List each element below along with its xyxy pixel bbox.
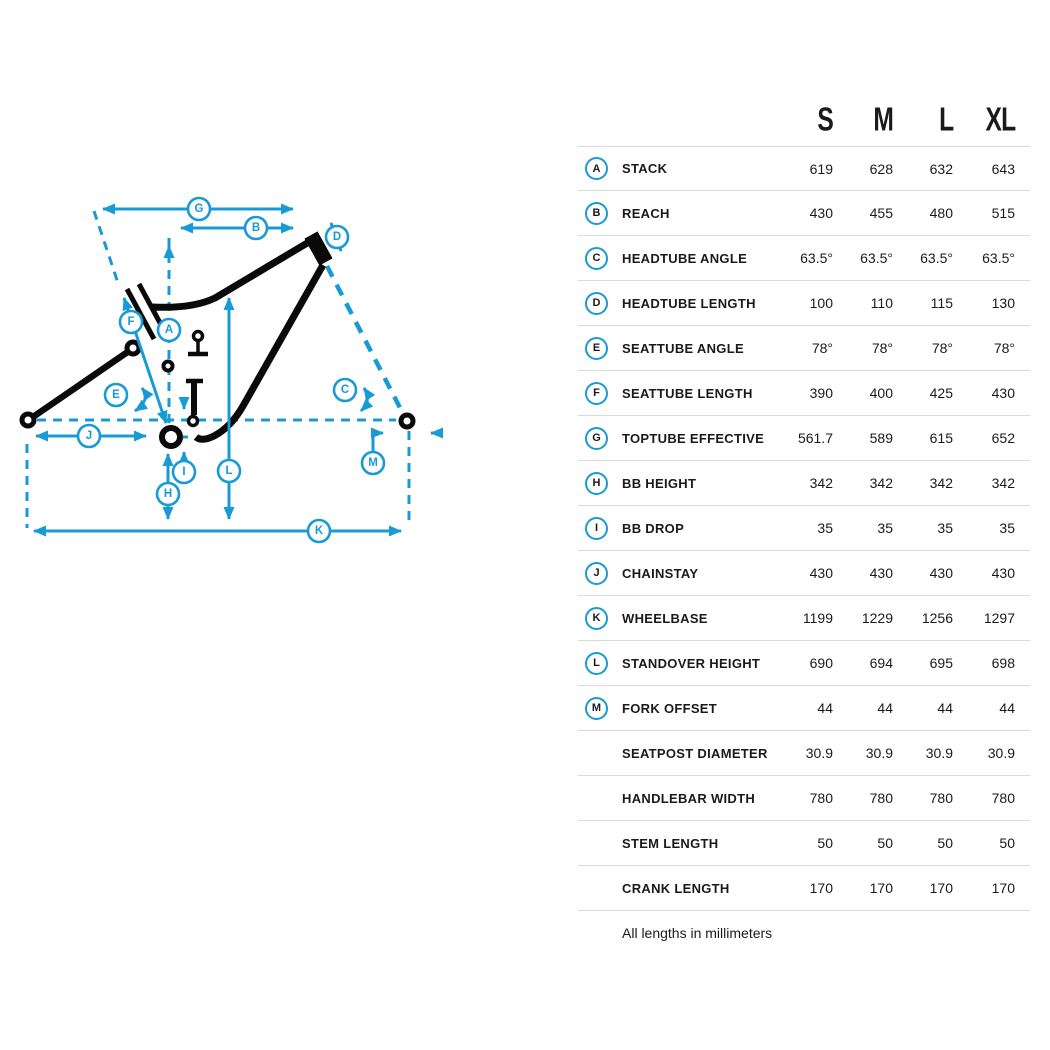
row-value: 342 [869,475,893,491]
row-value: 78° [811,340,833,356]
row-value: 110 [870,295,893,311]
row-value: 342 [929,475,953,491]
table-row [578,191,1030,236]
row-label: HEADTUBE ANGLE [622,250,748,266]
row-value: 44 [999,700,1015,716]
row-value: 44 [877,700,893,716]
row-badge: F [585,382,608,405]
geometry-table [578,95,1030,941]
row-head [578,562,768,585]
badge-letter: J [85,430,93,442]
badge-letter: C [340,384,350,396]
row-value: 619 [809,160,833,177]
row-label: STACK [622,161,668,176]
row-label: SEATTUBE ANGLE [622,340,744,356]
down-tube [196,265,323,439]
row-head [578,202,768,225]
row-head [578,292,768,315]
row-value: 170 [809,880,833,896]
table-row [578,641,1030,686]
bottom-bracket [162,428,180,446]
table-row [578,776,1030,821]
table-row [578,866,1030,911]
table-footnote: All lengths in millimeters [622,925,773,941]
row-label: SEATPOST DIAMETER [622,745,768,761]
table-row [578,416,1030,461]
size-column-xl: XL [985,101,1015,138]
row-value: 643 [991,160,1015,177]
badge-I [173,461,195,483]
front-axle [401,415,413,427]
row-value: 35 [877,520,893,536]
seatstay-pivot [127,342,139,354]
row-badge: E [585,337,608,360]
badge-J [78,425,100,447]
row-label: WHEELBASE [622,610,708,626]
row-value: 130 [991,295,1015,311]
frame-silhouette [22,235,413,446]
construction-lines [27,211,413,528]
geometry-table-rows [578,146,1030,911]
row-head [578,382,768,405]
row-badge: L [585,652,608,675]
badge-M [362,452,384,474]
row-value: 35 [999,520,1015,536]
row-value: 698 [991,655,1015,671]
row-value: 30.9 [865,745,893,761]
row-label: CHAINSTAY [622,565,699,581]
row-value: 430 [809,565,833,581]
row-value: 30.9 [925,745,953,761]
row-value: 44 [937,700,953,716]
row-value: 589 [869,430,893,446]
row-value: 170 [929,880,953,896]
badge-L [218,460,240,482]
row-value: 50 [877,835,893,851]
size-column-m: M [873,101,893,138]
row-value: 515 [991,205,1015,221]
badge-G [188,198,210,220]
geometry-diagram-svg [0,0,470,600]
table-row [578,281,1030,326]
row-head [578,337,768,360]
table-row [578,596,1030,641]
table-row [578,326,1030,371]
row-value: 63.5° [920,250,953,266]
table-row [578,686,1030,731]
row-value: 430 [991,385,1015,401]
seatpost-bottom-bolt [189,417,198,426]
row-head [578,157,768,180]
badge-A [158,319,180,341]
size-header-row [578,95,1030,146]
row-value: 78° [931,340,953,356]
table-row [578,506,1030,551]
badge-letter: F [127,316,135,328]
row-value: 780 [929,790,953,806]
row-value: 1256 [921,610,953,626]
row-head [578,247,768,270]
badge-letter: E [112,389,120,401]
row-badge: B [585,202,608,225]
diagram-badges [78,198,384,542]
row-value: 628 [869,160,893,177]
row-label: FORK OFFSET [622,700,718,716]
row-label: BB HEIGHT [622,475,697,491]
row-value: 30.9 [805,745,833,761]
row-value: 63.5° [982,250,1015,266]
badge-letter: G [194,203,204,215]
row-label: SEATTUBE LENGTH [622,385,753,401]
row-value: 561.7 [797,430,833,446]
row-label: TOPTUBE EFFECTIVE [622,430,765,446]
row-value: 115 [930,295,953,311]
row-head [578,877,768,900]
row-value: 430 [809,205,833,221]
row-value: 430 [929,565,953,581]
row-value: 1229 [861,610,893,626]
row-value: 170 [991,880,1015,896]
row-head [578,742,768,765]
bike-geometry-diagram [0,0,470,600]
row-label: STEM LENGTH [622,835,719,851]
row-value: 694 [869,655,893,671]
seattube-angle-arrow [135,388,145,411]
row-value: 430 [869,565,893,581]
pivot-bolt [164,362,173,371]
badge-E [105,384,127,406]
badge-H [157,483,179,505]
row-value: 35 [937,520,953,536]
row-value: 695 [929,655,953,671]
row-label: STANDOVER HEIGHT [622,655,761,671]
row-value: 652 [991,430,1015,446]
row-label: REACH [622,205,670,221]
row-value: 342 [809,475,833,491]
row-value: 480 [929,205,953,221]
badge-letter: A [164,324,174,336]
table-row [578,461,1030,506]
badge-letter: L [225,465,233,477]
row-head [578,787,768,810]
badge-K [308,520,330,542]
row-value: 430 [991,565,1015,581]
row-value: 50 [999,835,1015,851]
badge-letter: B [251,222,261,234]
row-value: 425 [929,385,953,401]
row-head [578,517,768,540]
row-value: 170 [869,880,893,896]
row-value: 35 [817,520,833,536]
row-value: 632 [929,160,953,177]
row-value: 690 [809,655,833,671]
top-tube [152,239,314,307]
row-value: 78° [993,340,1015,356]
row-value: 342 [991,475,1015,491]
row-value: 1297 [983,610,1015,626]
row-value: 615 [929,430,953,446]
row-value: 30.9 [987,745,1015,761]
row-value: 780 [991,790,1015,806]
row-value: 63.5° [860,250,893,266]
row-badge: M [585,697,608,720]
table-row [578,146,1030,191]
row-head [578,607,768,630]
row-head [578,832,768,855]
badge-letter: I [182,466,186,478]
badge-letter: H [163,488,173,500]
row-head [578,472,768,495]
row-label: HEADTUBE LENGTH [622,295,756,311]
row-value: 78° [871,340,893,356]
row-value: 100 [809,295,833,311]
row-label: HANDLEBAR WIDTH [622,790,756,806]
row-label: CRANK LENGTH [622,880,730,896]
row-head [578,427,768,450]
row-value: 390 [809,385,833,401]
row-badge: K [585,607,608,630]
headtube-angle-arrow [361,388,367,411]
row-value: 780 [809,790,833,806]
row-badge: J [585,562,608,585]
row-value: 44 [817,700,833,716]
row-value: 400 [869,385,893,401]
table-row [578,551,1030,596]
badge-letter: M [368,457,378,469]
row-badge: H [585,472,608,495]
row-value: 1199 [802,610,833,626]
seattube-extension-line [94,211,119,286]
size-column-l: L [938,101,953,138]
badge-C [334,379,356,401]
row-value: 455 [869,205,893,221]
table-row [578,821,1030,866]
row-value: 50 [817,835,833,851]
badge-B [245,217,267,239]
row-head [578,697,768,720]
row-head [578,652,768,675]
fork-offset-arrow-right [373,433,383,452]
row-badge: G [585,427,608,450]
row-label: BB DROP [622,520,685,536]
table-row [578,731,1030,776]
row-badge: D [585,292,608,315]
saddle-marker-head [194,332,203,341]
row-value: 780 [869,790,893,806]
steering-axis-line [327,266,413,433]
badge-letter: D [332,231,342,243]
row-badge: A [585,157,608,180]
row-value: 50 [937,835,953,851]
badge-F [120,311,142,333]
table-row [578,236,1030,281]
rear-axle [22,414,34,426]
table-row [578,371,1030,416]
row-badge: I [585,517,608,540]
badge-D [326,226,348,248]
badge-letter: K [314,525,324,537]
row-value: 63.5° [800,250,833,266]
size-column-s: S [817,101,833,138]
row-badge: C [585,247,608,270]
